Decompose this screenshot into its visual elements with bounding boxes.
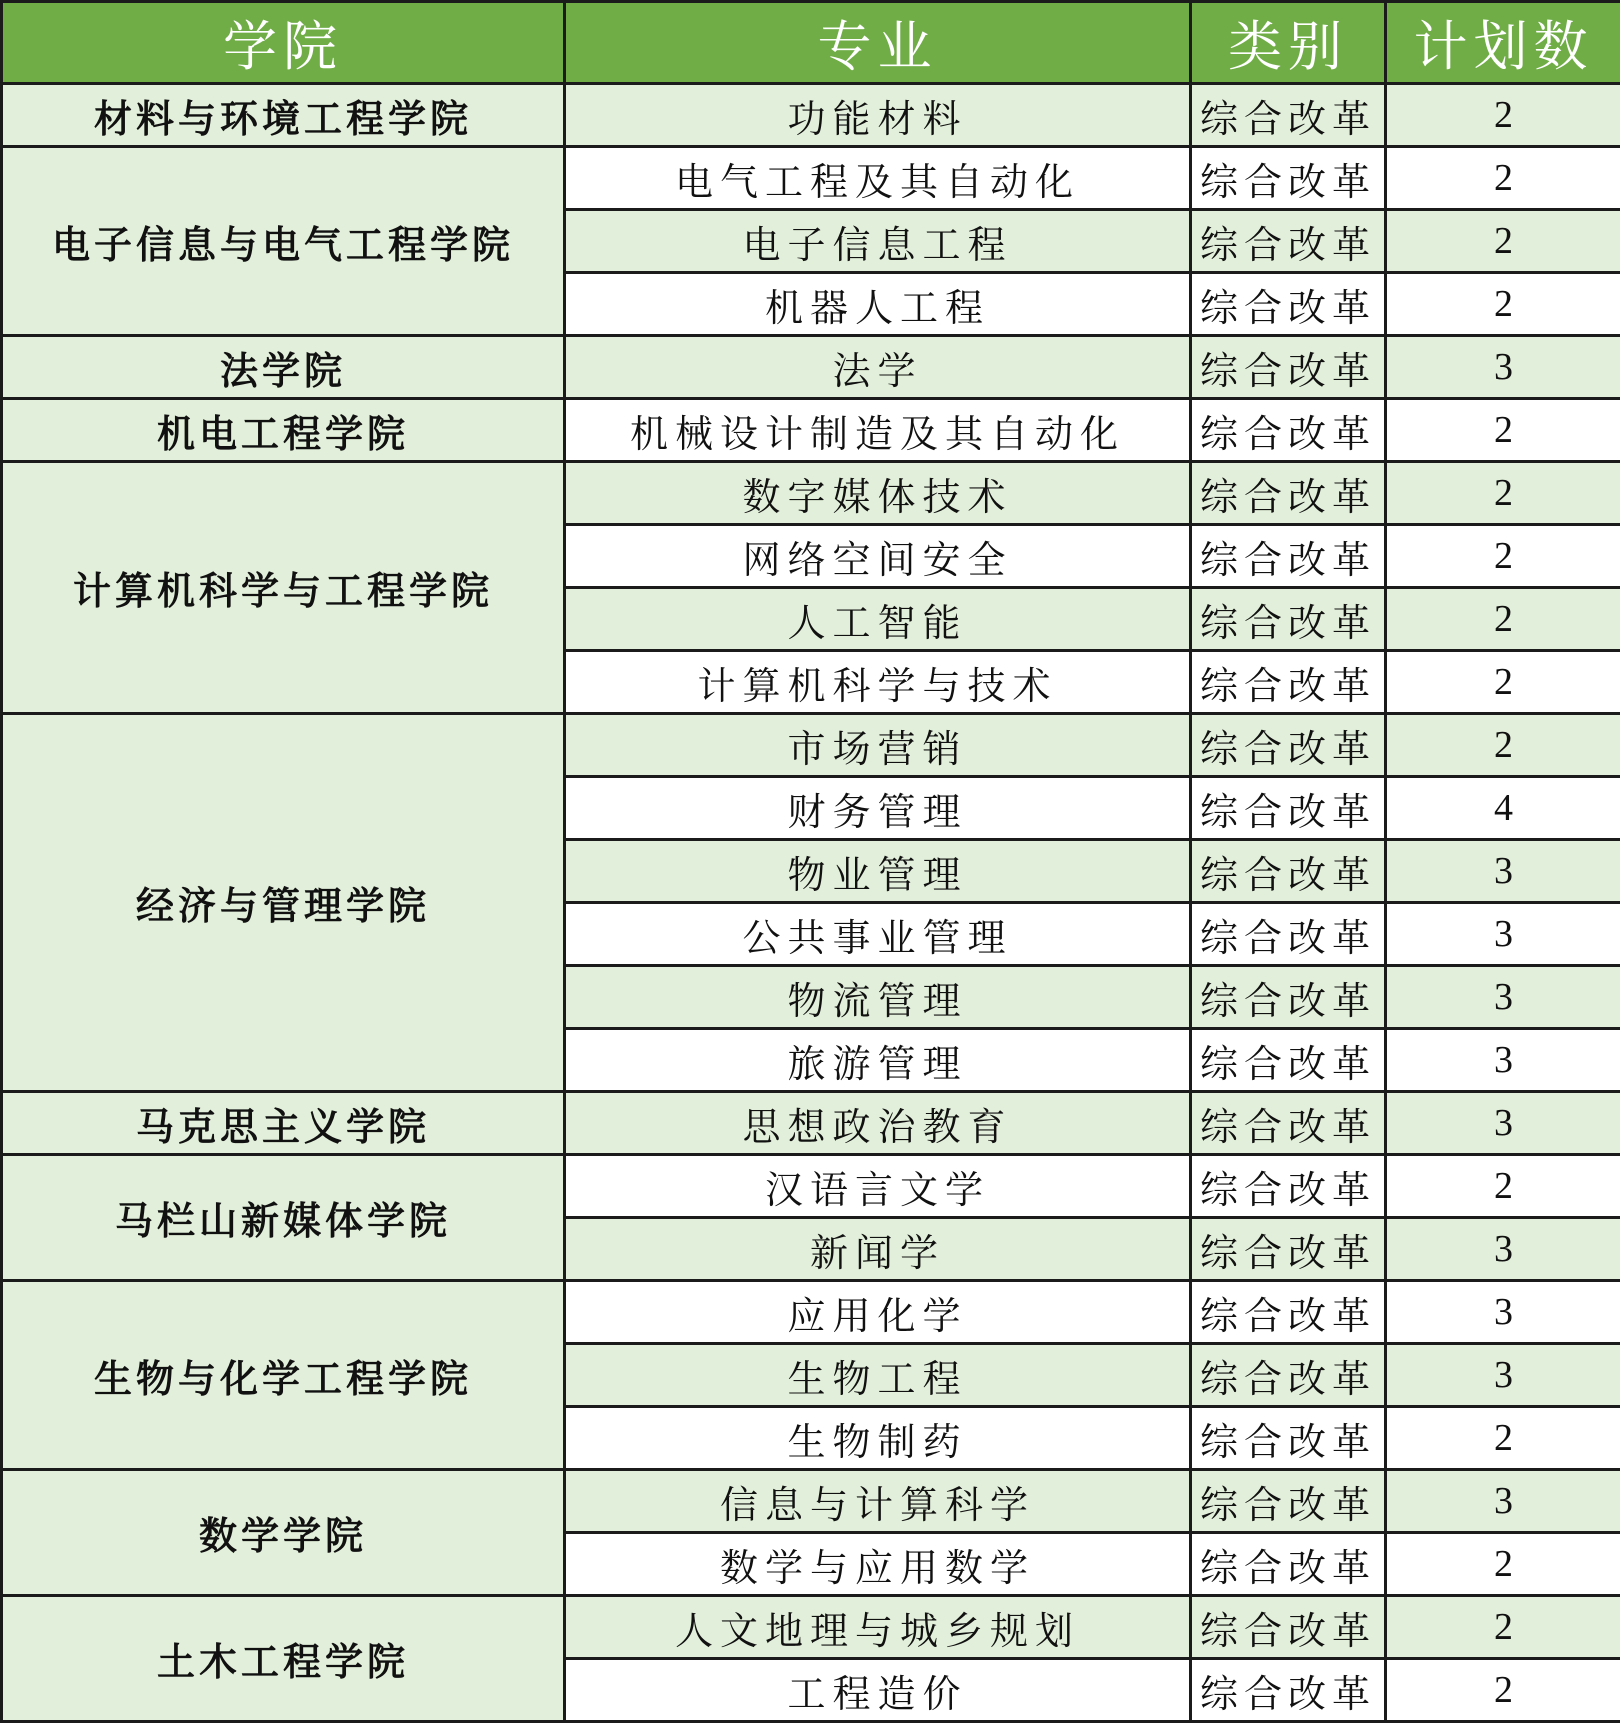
major-cell: 电子信息工程 [565, 210, 1191, 273]
category-cell: 综合改革 [1191, 147, 1386, 210]
category-cell: 综合改革 [1191, 651, 1386, 714]
count-cell: 2 [1386, 714, 1620, 777]
count-cell: 3 [1386, 1470, 1620, 1533]
category-cell: 综合改革 [1191, 1596, 1386, 1659]
category-cell: 综合改革 [1191, 1533, 1386, 1596]
category-cell: 综合改革 [1191, 1281, 1386, 1344]
table-row [2, 1470, 1620, 1533]
major-cell: 机械设计制造及其自动化 [565, 399, 1191, 462]
header-count: 计划数 [1386, 2, 1620, 84]
category-cell: 综合改革 [1191, 588, 1386, 651]
count-cell: 2 [1386, 210, 1620, 273]
category-cell: 综合改革 [1191, 1092, 1386, 1155]
major-cell: 电气工程及其自动化 [565, 147, 1191, 210]
major-cell: 网络空间安全 [565, 525, 1191, 588]
table-row [2, 1155, 1620, 1218]
count-cell: 3 [1386, 840, 1620, 903]
table-row [2, 462, 1620, 525]
category-cell: 综合改革 [1191, 1218, 1386, 1281]
table-row [2, 336, 1620, 399]
major-cell: 人文地理与城乡规划 [565, 1596, 1191, 1659]
major-cell: 生物工程 [565, 1344, 1191, 1407]
major-cell: 数字媒体技术 [565, 462, 1191, 525]
category-cell: 综合改革 [1191, 399, 1386, 462]
college-cell: 数学学院 [2, 1470, 565, 1596]
category-cell: 综合改革 [1191, 966, 1386, 1029]
count-cell: 2 [1386, 1533, 1620, 1596]
college-cell: 生物与化学工程学院 [2, 1281, 565, 1470]
college-cell: 马栏山新媒体学院 [2, 1155, 565, 1281]
major-cell: 应用化学 [565, 1281, 1191, 1344]
header-row [2, 2, 1620, 84]
count-cell: 3 [1386, 1281, 1620, 1344]
count-cell: 3 [1386, 966, 1620, 1029]
category-cell: 综合改革 [1191, 1470, 1386, 1533]
category-cell: 综合改革 [1191, 1155, 1386, 1218]
count-cell: 3 [1386, 336, 1620, 399]
major-cell: 计算机科学与技术 [565, 651, 1191, 714]
major-cell: 思想政治教育 [565, 1092, 1191, 1155]
category-cell: 综合改革 [1191, 210, 1386, 273]
count-cell: 2 [1386, 399, 1620, 462]
table-row [2, 1281, 1620, 1344]
category-cell: 综合改革 [1191, 525, 1386, 588]
college-cell: 马克思主义学院 [2, 1092, 565, 1155]
major-cell: 功能材料 [565, 84, 1191, 147]
college-cell: 法学院 [2, 336, 565, 399]
college-cell: 材料与环境工程学院 [2, 84, 565, 147]
count-cell: 2 [1386, 1659, 1620, 1722]
category-cell: 综合改革 [1191, 462, 1386, 525]
major-cell: 机器人工程 [565, 273, 1191, 336]
header-category: 类别 [1191, 2, 1386, 84]
category-cell: 综合改革 [1191, 1344, 1386, 1407]
count-cell: 3 [1386, 1092, 1620, 1155]
major-cell: 物业管理 [565, 840, 1191, 903]
college-cell: 电子信息与电气工程学院 [2, 147, 565, 336]
count-cell: 2 [1386, 525, 1620, 588]
count-cell: 2 [1386, 462, 1620, 525]
table-row [2, 1092, 1620, 1155]
count-cell: 4 [1386, 777, 1620, 840]
table-row [2, 714, 1620, 777]
major-cell: 物流管理 [565, 966, 1191, 1029]
category-cell: 综合改革 [1191, 777, 1386, 840]
table-row [2, 84, 1620, 147]
major-cell: 市场营销 [565, 714, 1191, 777]
count-cell: 2 [1386, 1155, 1620, 1218]
count-cell: 3 [1386, 1029, 1620, 1092]
category-cell: 综合改革 [1191, 84, 1386, 147]
major-cell: 汉语言文学 [565, 1155, 1191, 1218]
category-cell: 综合改革 [1191, 714, 1386, 777]
college-cell: 经济与管理学院 [2, 714, 565, 1092]
major-cell: 财务管理 [565, 777, 1191, 840]
major-cell: 人工智能 [565, 588, 1191, 651]
major-cell: 数学与应用数学 [565, 1533, 1191, 1596]
category-cell: 综合改革 [1191, 1659, 1386, 1722]
table-row [2, 1596, 1620, 1659]
count-cell: 2 [1386, 588, 1620, 651]
count-cell: 3 [1386, 1344, 1620, 1407]
category-cell: 综合改革 [1191, 336, 1386, 399]
count-cell: 2 [1386, 84, 1620, 147]
major-cell: 旅游管理 [565, 1029, 1191, 1092]
count-cell: 3 [1386, 1218, 1620, 1281]
major-cell: 工程造价 [565, 1659, 1191, 1722]
table-row [2, 147, 1620, 210]
major-cell: 法学 [565, 336, 1191, 399]
college-cell: 机电工程学院 [2, 399, 565, 462]
header-college: 学院 [2, 2, 565, 84]
header-major: 专业 [565, 2, 1191, 84]
major-cell: 新闻学 [565, 1218, 1191, 1281]
count-cell: 3 [1386, 903, 1620, 966]
category-cell: 综合改革 [1191, 1407, 1386, 1470]
major-cell: 生物制药 [565, 1407, 1191, 1470]
count-cell: 2 [1386, 147, 1620, 210]
category-cell: 综合改革 [1191, 840, 1386, 903]
table-row [2, 399, 1620, 462]
category-cell: 综合改革 [1191, 273, 1386, 336]
college-cell: 计算机科学与工程学院 [2, 462, 565, 714]
table-body [2, 84, 1620, 1722]
college-cell: 土木工程学院 [2, 1596, 565, 1722]
count-cell: 2 [1386, 1407, 1620, 1470]
major-cell: 信息与计算科学 [565, 1470, 1191, 1533]
category-cell: 综合改革 [1191, 903, 1386, 966]
category-cell: 综合改革 [1191, 1029, 1386, 1092]
major-cell: 公共事业管理 [565, 903, 1191, 966]
count-cell: 2 [1386, 273, 1620, 336]
count-cell: 2 [1386, 1596, 1620, 1659]
count-cell: 2 [1386, 651, 1620, 714]
